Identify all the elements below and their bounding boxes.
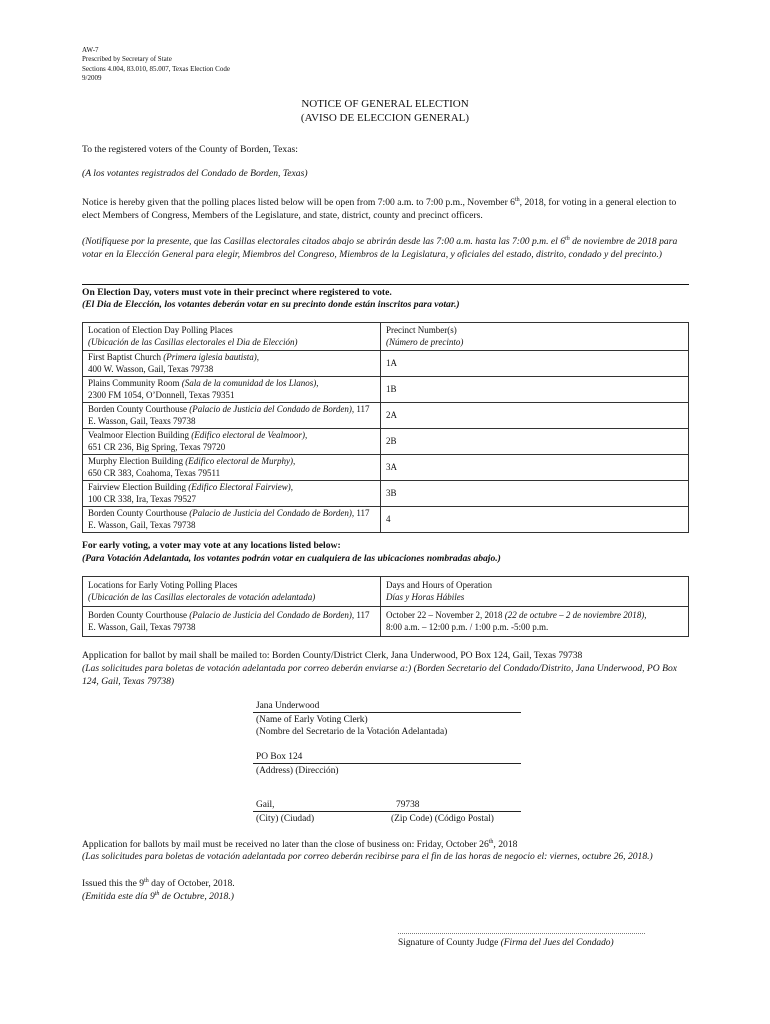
deadline-year: , 2018: [493, 839, 518, 851]
election-day-heading: On Election Day, voters must vote in their precinct where registered to vote.: [82, 287, 392, 298]
clerk-name-line: [253, 712, 521, 713]
precinct-number: 2A: [381, 403, 689, 429]
early-location-name: Borden County Courthouse: [88, 610, 190, 620]
early-dates: October 22 – November 2, 2018: [386, 610, 505, 620]
location-name: Murphy Election Building: [88, 456, 186, 466]
notice-spanish-text: (Notifíquese por la presente, que las Casillas electorales citados abajo se abrirán desde las 7:00 a.m. hasta las 7:00 p.m. el 6: [82, 236, 566, 248]
issued-spanish: [82, 888, 690, 903]
notice-english: [82, 194, 690, 222]
issued-spanish-sup: th: [154, 891, 160, 897]
precinct-number: 3A: [381, 455, 689, 481]
notice-english-text-end: , 2018, for voting in a general election to elect Members of Congress, Members of the Legislature, and state, district, county and precinct officers.: [82, 197, 677, 222]
early-voting-location: [83, 607, 381, 637]
location-address: 2300 FM 1054, O’Donnell, Texas 79351: [88, 389, 235, 400]
early-voting-heading-spanish: (Para Votación Adelantada, los votantes podrán votar en cualquiera de las ubicaciones nombradas abajo.): [82, 553, 501, 564]
early-location-header-es: (Ubicación de las Casillas electorales de votación adelantada): [88, 591, 316, 602]
clerk-name-value: Jana Underwood: [256, 701, 320, 711]
table-row: [83, 403, 689, 429]
precinct-number: 3B: [381, 481, 689, 507]
precinct-column-header: [381, 323, 689, 351]
location-name: Vealmoor Election Building: [88, 430, 192, 440]
notice-spanish: [82, 233, 690, 261]
polling-location: [83, 481, 381, 507]
location-name-es: (Primera iglesia bautista),: [163, 352, 260, 362]
issued-text: Issued this the 9: [82, 878, 145, 890]
early-location-column-header: [83, 577, 381, 607]
title-english: NOTICE OF GENERAL ELECTION: [301, 98, 469, 110]
early-voting-hours: [381, 607, 689, 637]
issued-text-end: day of October, 2018.: [148, 878, 235, 890]
table-header-row: [83, 577, 689, 607]
form-header: [82, 46, 230, 84]
location-name-es: (Edifico Electoral Fairview),: [188, 482, 293, 492]
table-row: [83, 377, 689, 403]
location-address: 100 CR 338, Ira, Texas 79527: [88, 493, 196, 504]
location-name: First Baptist Church: [88, 352, 164, 362]
precinct-number: 2B: [381, 429, 689, 455]
precinct-header-en: Precinct Number(s): [386, 325, 457, 335]
addressee-english: To the registered voters of the County of Borden, Texas:: [82, 144, 298, 155]
signature-label: [398, 937, 614, 949]
issued-sup: th: [144, 878, 149, 884]
early-voting-table: [82, 576, 689, 637]
clerk-address-value: PO Box 124: [256, 752, 303, 762]
clerk-address-line: [253, 763, 521, 764]
location-name: Fairview Election Building: [88, 482, 189, 492]
polling-location: [83, 507, 381, 533]
location-address: 400 W. Wasson, Gail, Texas 79738: [88, 363, 214, 374]
location-name-es: (Palacio de Justicia del Condado de Borden),: [189, 404, 355, 414]
title-spanish: (AVISO DE ELECCION GENERAL): [300, 112, 470, 124]
location-name: Borden County Courthouse: [88, 404, 190, 414]
table-row: [83, 351, 689, 377]
location-address: 117 E. Wasson, Gail, Texas 79738: [88, 508, 370, 530]
table-header-row: [83, 323, 689, 351]
location-address: 117 E. Wasson, Gail, Teaxs 79738: [88, 404, 370, 426]
precinct-header-es: (Número de precinto): [386, 336, 464, 347]
signature-line: [398, 933, 645, 934]
election-day-table: [82, 322, 689, 533]
deadline-text: Application for ballots by mail must be received no later than the close of business on: Friday, October 26: [82, 839, 489, 851]
polling-location: [83, 455, 381, 481]
location-name: Borden County Courthouse: [88, 508, 190, 518]
mail-application-english: Application for ballot by mail shall be mailed to: Borden County/District Clerk, Jana Underwood, PO Box 124, Gail, Texas 79738: [82, 650, 583, 661]
hours-column-header: [381, 577, 689, 607]
location-address: 651 CR 236, Big Spring, Texas 79720: [88, 441, 226, 452]
deadline-sup: th: [488, 839, 494, 845]
clerk-address-label: (Address) (Dirección): [256, 766, 339, 776]
section-divider: [82, 284, 689, 285]
table-row: [83, 455, 689, 481]
precinct-number: 1A: [381, 351, 689, 377]
election-day-heading-spanish: (El Dia de Elección, los votantes deberán votar en su precinto donde están inscritos para votar.): [82, 299, 460, 310]
clerk-zip-value: 79738: [396, 800, 420, 810]
prescribed-by: Prescribed by Secretary of State: [82, 55, 172, 64]
signature-label-en: Signature of County Judge: [398, 938, 501, 948]
polling-location: [83, 377, 381, 403]
mail-application-spanish: (Las solicitudes para boletas de votación adelantada por correo deberán enviarse a:) (Borden Secretario del Condado/Distrito, Jana Underwood, PO Box 124, Gail, Texas 79738): [82, 663, 677, 687]
notice-spanish-text-end: de noviembre de 2018 para votar en la Elección General para elegir, Miembros del Congreso, Miembros de la Legislatura, y oficiales del estado, distrito, condado y del precinto.): [82, 236, 678, 261]
statute-sections: Sections 4.004, 83.010, 85.007, Texas Election Code: [82, 64, 230, 73]
early-voting-heading: For early voting, a voter may vote at any locations listed below:: [82, 540, 341, 551]
location-address: 650 CR 383, Coahoma, Texas 79511: [88, 467, 221, 478]
hours-header-es: Días y Horas Hábiles: [386, 591, 465, 602]
issued-spanish-text: (Emitida este día 9: [82, 891, 155, 903]
early-location-name-es: (Palacio de Justicia del Condado de Borden),: [189, 610, 355, 620]
early-dates-es: (22 de octubre – 2 de noviembre 2018),: [504, 610, 647, 620]
early-location-address: 117 E. Wasson, Gail, Texas 79738: [88, 610, 370, 632]
form-date: 9/2009: [82, 74, 102, 83]
hours-header-en: Days and Hours of Operation: [386, 580, 492, 590]
issued-spanish-text-end: de Octubre, 2018.): [159, 891, 234, 903]
deadline-english: [82, 836, 690, 851]
polling-location: [83, 351, 381, 377]
clerk-zip-label: (Zip Code) (Código Postal): [391, 814, 494, 824]
polling-location: [83, 429, 381, 455]
notice-english-text: Notice is hereby given that the polling places listed below will be open from 7:00 a.m. to 7:00 p.m., November 6: [82, 197, 515, 209]
location-name-es: (Edifico electoral de Murphy),: [185, 456, 296, 466]
notice-english-sup: th: [514, 197, 520, 203]
clerk-name-label: (Name of Early Voting Clerk): [256, 715, 368, 725]
signature-label-es: (Firma del Jues del Condado): [500, 938, 614, 948]
location-header-en: Location of Election Day Polling Places: [88, 325, 233, 335]
location-column-header: [83, 323, 381, 351]
location-name-es: (Palacio de Justicia del Condado de Borden),: [189, 508, 355, 518]
deadline-spanish: (Las solicitudes para boletas de votación adelantada por correo deberán recibirse para el fin de las horas de negocio el: viernes, octubre 26, 2018.): [82, 851, 653, 862]
document-title: [0, 97, 770, 125]
table-row: [83, 607, 689, 637]
table-row: [83, 507, 689, 533]
addressee-spanish: (A los votantes registrados del Condado de Borden, Texas): [82, 168, 308, 179]
location-header-es: (Ubicación de las Casillas electorales el Dia de Elección): [88, 336, 298, 347]
clerk-city-value: Gail,: [256, 800, 275, 810]
precinct-number: 1B: [381, 377, 689, 403]
form-number: AW-7: [82, 46, 99, 54]
table-row: [83, 429, 689, 455]
clerk-city-label: (City) (Ciudad): [256, 814, 315, 824]
early-location-header-en: Locations for Early Voting Polling Places: [88, 580, 238, 590]
table-row: [83, 481, 689, 507]
notice-spanish-sup: th: [565, 236, 570, 242]
early-hours: 8:00 a.m. – 12:00 p.m. / 1:00 p.m. -5:00 p.m.: [386, 621, 549, 632]
polling-location: [83, 403, 381, 429]
location-name: Plains Community Room: [88, 378, 182, 388]
clerk-name-label-spanish: (Nombre del Secretario de la Votación Adelantada): [256, 727, 448, 737]
location-name-es: (Sala de la comunidad de los Llanos),: [181, 378, 319, 388]
clerk-city-line: [253, 811, 521, 812]
precinct-number: 4: [381, 507, 689, 533]
location-name-es: (Edifico electoral de Vealmoor),: [191, 430, 308, 440]
